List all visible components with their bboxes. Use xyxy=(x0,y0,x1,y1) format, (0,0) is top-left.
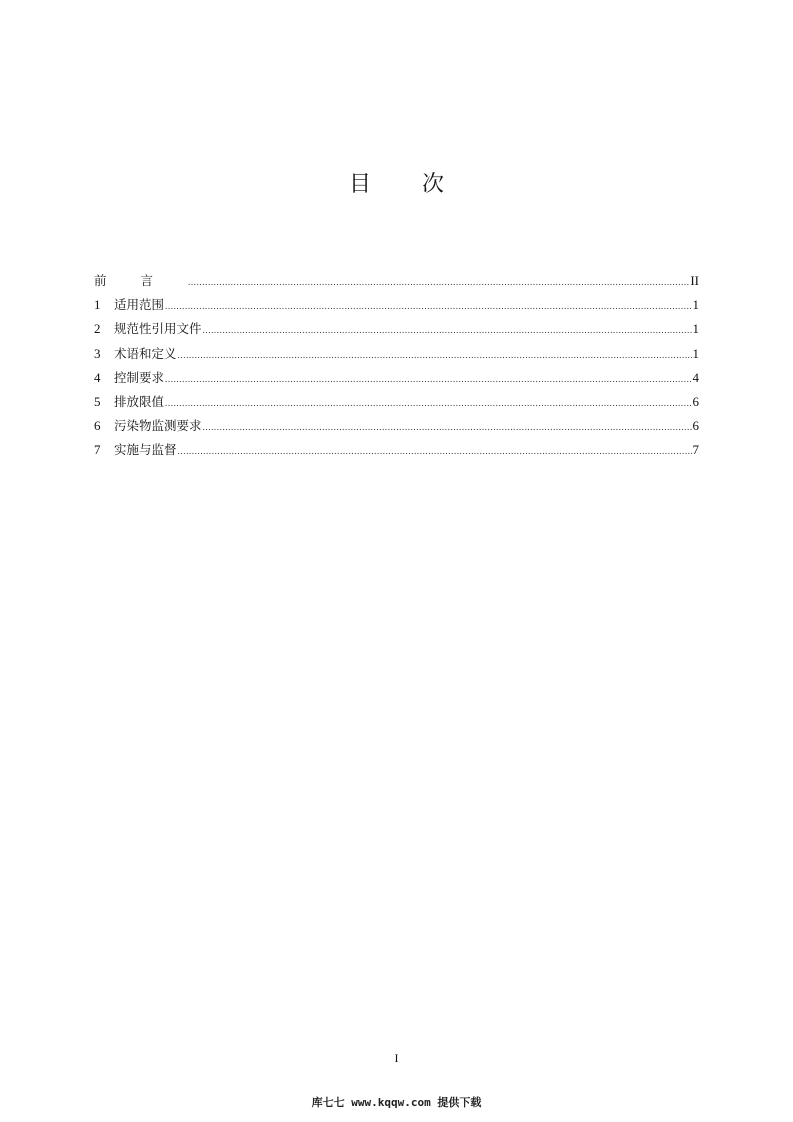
toc-entry-label: 污染物监测要求 xyxy=(114,418,202,434)
toc-entry-page: 6 xyxy=(692,418,699,434)
toc-entry-number: 4 xyxy=(94,369,101,385)
toc-entry-number: 5 xyxy=(94,393,101,409)
toc-leader-dots xyxy=(188,270,689,294)
toc-entry-control-requirements[interactable] xyxy=(94,366,699,390)
toc-leader-dots xyxy=(203,318,692,342)
toc-entry-page: 4 xyxy=(692,369,699,385)
toc-entry-terms-definitions[interactable] xyxy=(94,342,699,366)
toc-entry-label: 术语和定义 xyxy=(114,345,177,361)
toc-entry-foreword[interactable] xyxy=(94,269,699,293)
toc-entry-scope[interactable] xyxy=(94,293,699,317)
toc-entry-page: 1 xyxy=(692,345,699,361)
toc-entry-page: 6 xyxy=(692,393,699,409)
toc-entry-normative-references[interactable] xyxy=(94,317,699,341)
toc-leader-dots xyxy=(165,391,691,415)
toc-entry-label: 排放限值 xyxy=(114,393,165,409)
toc-entry-number: 2 xyxy=(94,321,101,337)
toc-entry-implementation-supervision[interactable] xyxy=(94,438,699,462)
toc-entry-number: 7 xyxy=(94,442,101,458)
toc-leader-dots xyxy=(178,343,692,367)
toc-entry-page: 7 xyxy=(692,442,699,458)
toc-leader-dots xyxy=(178,439,692,463)
toc-entry-label: 前言 xyxy=(94,273,188,288)
toc-entry-pollutant-monitoring[interactable] xyxy=(94,414,699,438)
toc-leader-dots xyxy=(203,415,692,439)
toc-leader-dots xyxy=(165,294,691,318)
page-number: I xyxy=(394,1051,399,1065)
toc-entry-page: 1 xyxy=(692,297,699,313)
toc-entry-page: II xyxy=(690,273,699,288)
toc-entry-label: 规范性引用文件 xyxy=(114,321,202,337)
page-title: 目 次 xyxy=(349,172,466,197)
table-of-contents xyxy=(94,269,699,463)
toc-entry-number: 6 xyxy=(94,418,101,434)
toc-entry-label: 适用范围 xyxy=(114,297,165,313)
toc-entry-page: 1 xyxy=(692,321,699,337)
toc-entry-number: 1 xyxy=(94,297,101,313)
toc-leader-dots xyxy=(165,367,691,391)
toc-entry-number: 3 xyxy=(94,345,101,361)
toc-entry-emission-limits[interactable] xyxy=(94,390,699,414)
download-watermark: 库七七 www.kqqw.com 提供下载 xyxy=(311,1096,482,1109)
toc-entry-label: 控制要求 xyxy=(114,369,165,385)
toc-entry-label: 实施与监督 xyxy=(114,442,177,458)
